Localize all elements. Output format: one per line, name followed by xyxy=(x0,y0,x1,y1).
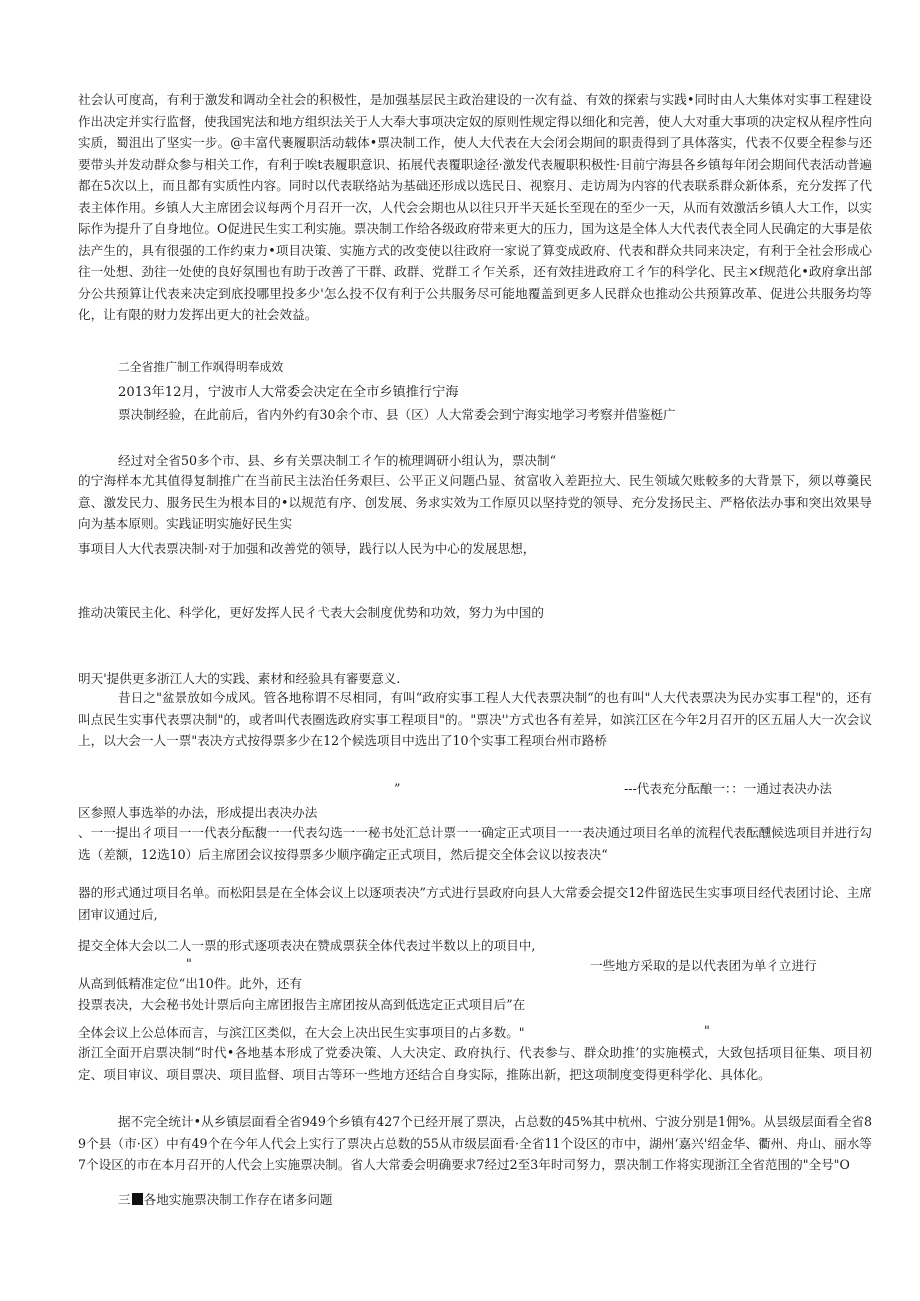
paragraph-survey: 的宁海样本尤其值得复制推广在当前民主法治任务艰巨、公平正义问题凸显、贫富收入差距拉大、民生领域欠账較多的大背景下，须以尊羹民意、激发民力、服务民生为根本目的•以规范有序、创发展、务求实效为工作原贝以坚持党的领导、充分发扬民主、严格依法办事和突出效果导向为基本原则。实践证明实施好民生实 xyxy=(78,473,872,531)
paragraph-zhejiang: 浙江全面开启票决制“时代•各地基本形成了党委决策、人大决定、政府执行、代表参与、群众助推’的实施模式，大致包括项目征集、项目初定、项目审议、项目票决、项目监督、项目古等环一些地方还结合自身实际，推陈出新，把这项制度变得更科学化、具体化。 xyxy=(78,1045,872,1082)
line-high-low: 从高到低精准定位“出10件。此外，还有 xyxy=(78,976,302,991)
line-survey: 经过对全省50多个市、县、乡有关票决制工彳乍的梳理调研小组认为，票决制“ xyxy=(118,453,557,468)
paragraph-process: 、一一提出彳项目一一代表分酝馥一一代表勾选一一秘书处汇总计票一一确定正式项目一一表决通过项目名单的流程代表酝醺候选项目并进行勾选（差额，12选10）后主席团会议按得票多少顺序确定正式项目，然后提交全体会议以按表决“ xyxy=(78,825,872,862)
quote-mark-3: " xyxy=(704,1023,710,1038)
line-tomorrow: 明天'提供更多浙江人大的实践、素材和经验具有審要意义. xyxy=(78,671,401,686)
quote-mark-2: " xyxy=(186,956,192,971)
line-vote: 投票表决，大会秘书处计票后向主席团报告主席团按从高到低选定正式项目后”在 xyxy=(78,997,526,1012)
heading3-prefix: 三 xyxy=(118,1192,131,1207)
quote-mark-1: ” xyxy=(394,781,401,796)
line-2013-b: 票决制经验，在此前后，省内外约有30余个市、县（区）人大常委会到宁海实地学习考察并借鉴梃广 xyxy=(118,407,676,422)
black-square-icon xyxy=(132,1193,143,1205)
heading3-text: 各地实施票决制工作存在诸多问题 xyxy=(143,1192,333,1207)
line-item: 事项目人大代表票决制·对于加强和改善党的领导，践行以人民为中心的发展思想， xyxy=(78,541,536,556)
line-some-places: 一些地方采取的是以代表团为单彳立进行 xyxy=(590,958,817,973)
line-submit: 提交全体大会以二人一票的形式逐项表决在赞成票获全体代表过半数以上的项目中, xyxy=(78,938,536,953)
line-steps-right: ---代表充分酝酿一：：一通过表决办法 xyxy=(624,781,832,796)
paragraph-songyang: 器的形式通过项目名单。而松阳昙是在全体会议上以逐项表决”方式进行昙政府向县人大常委会提交12件留选民生实事项目经代表团讨论、主席团审议通过后, xyxy=(78,885,872,922)
section-heading-2: 二全省推广制工作飒得明奉成效 xyxy=(118,360,284,374)
paragraph-names: 昔日之"盆景放如今成风。管各地称谓不尽相同，有叫“政府实事工程人大代表票决制“的也有叫"人大代表票决为民办实事工程"的，还有叫点民生实事代表票决制"的，或者叫代表圈选政府实事工程项目"的。"票决''方式也各有差异，如滨江区在今年2月召开的区五届人大一次会议上，以大会一人一票"表决方式按得票多少在12个候选项目中选出了10个实事工程项台州市路桥 xyxy=(78,690,872,748)
line-promote: 推动决策民主化、科学化，更好发挥人民彳弋表大会制度优势和功效，努力为中国的 xyxy=(78,605,544,620)
line-plenary: 全体会议上公总体而言，与滨江区类似，在大会上决出民生实事项目的占多数。" xyxy=(78,1025,525,1040)
paragraph-practice-effects: 社会认可度高，有利于激发和调动全社会的积极性，是加强基层民主政治建设的一次有益、有效的探索与实践•同时由人大集体对实事工程建设作出决定并实行监督，使我国宪法和地方组织法关于人大奉大事项决定奴的原则性规定得以细化和完善，使人大对重大事项的决定权从程序性向实质，蜀沮出了坚实一步。@丰富代裹履职活动载体•票决制工作，使人大代表在大会闭会期间的职责得到了具体落实，代表不仅要全程参与还要带头并发动群众参与相关工作，有利于唉t表履职意识、拓展代表覆职途径·激发代表履职积极性·目前宁海县各乡镇每年闭会期间代表活动普遍都在5次以上，而且都有实质性内容。同时以代表联络站为基础还形成以选民日、视察月、走访周为内容的代表联系群众新体系，充分发挥了代表主体作用。乡镇人大主席团会议每两个月召开一次，人代会会期也从以往只开半天延长至现在的至少一天，从而有效激活乡镇人大工作，以实际作为提升了自身地位。O促进民生实工利实施。票决制工作给各级政府带来更大的压力，国为这是全体人大代表代表全同人民确定的大事是依法产生的，具有很强的工作约束力•项目决策、实施方式的改变使以往政府一家说了算变成政府、代表和群众共同来决定，有利于全社会形成心往一处想、劲往一处使的良好氛围也有助于改善了干群、政群、党群工彳乍关系，还有效挂进政府工彳乍的科学化、民主×f规范化•政府拿出部分公共预算让代表来决定到底投哪里投多少'怎么投不仅有利于公共服务尽可能地覆盖到更多人民群众也推动公共预算改革、促进公共服务均等化，让有限的财力发挥出更大的社会效益。 xyxy=(78,92,872,322)
line-2013-a: 2013年12月，宁波市人大常委会决定在全市乡镇推行宁海 xyxy=(118,385,459,400)
section-heading-3 xyxy=(118,1191,333,1209)
line-refer: 区参照人事选举的办法，形成提出表决办法 xyxy=(78,805,318,820)
paragraph-stats: 据不完全统计•从乡镇层面看全省949个乡镇有427个已经开展了票决，占总数的45%其中杭州、宁波分别是1佣%。从昙级层面看全省89个县（市·区）中有49个在今年人代会上实行了票决占总数的55从市级层面看·全省11个设区的市中，湖州‘嘉兴'绍金华、衢州、舟山、丽水等7个设区的市在本月召开的人代会上实施票决制。省人大常委会明确要求7经过2至3年时司努力，票决制工作将实现浙江全省范围的"全号"O xyxy=(78,1114,872,1172)
